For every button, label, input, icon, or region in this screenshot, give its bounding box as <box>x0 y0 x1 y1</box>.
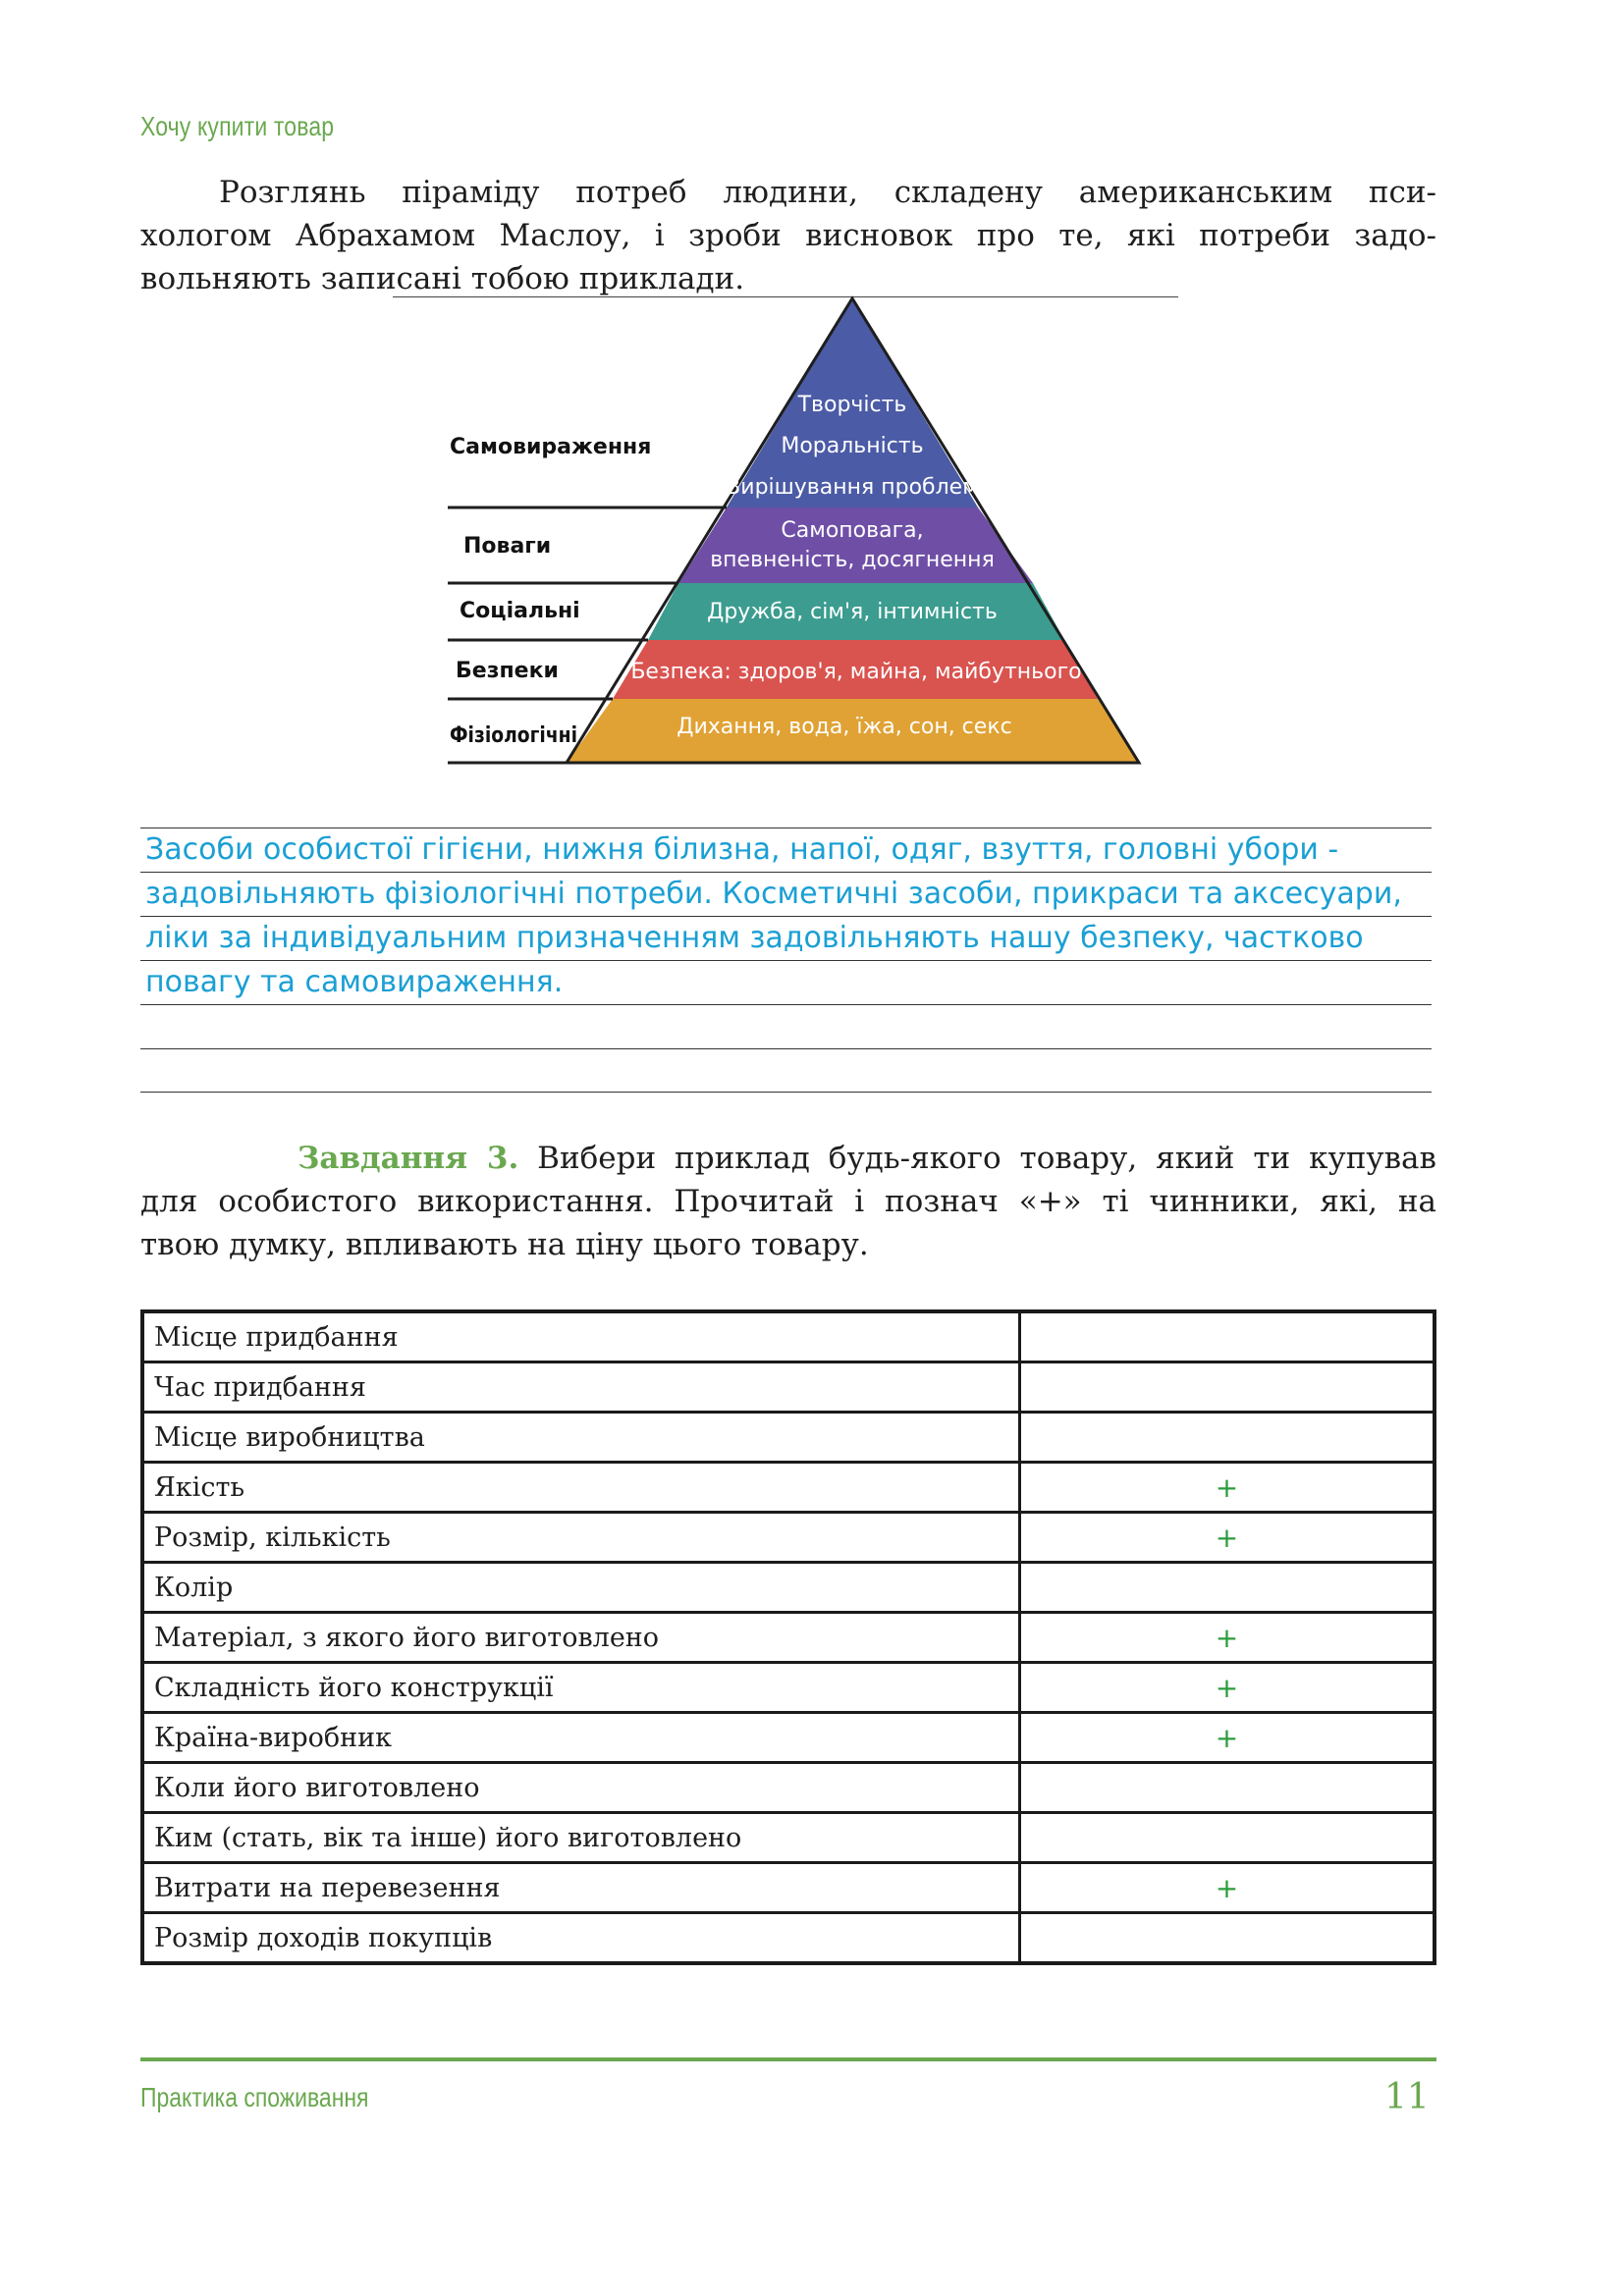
table-row <box>142 1863 1435 1913</box>
intro-line: вольняють записані тобою приклади. <box>140 261 745 296</box>
tier-text: Безпека: здоров'я, майна, майбутнього <box>630 660 1082 684</box>
level-label-esteem: Поваги <box>463 534 552 559</box>
mark-cell[interactable]: + <box>1020 1463 1435 1513</box>
writing-line <box>140 960 1432 961</box>
page-number: 11 <box>1384 2077 1430 2117</box>
running-header: Хочу купити товар <box>140 111 335 141</box>
answer-line: ліки за індивідуальним призначенням задовільняють нашу безпеку, частково <box>145 921 1364 955</box>
mark-cell[interactable] <box>1020 1913 1435 1964</box>
task-line <box>140 1137 1436 1180</box>
mark-cell[interactable] <box>1020 1413 1435 1463</box>
table-row <box>142 1362 1435 1413</box>
mark-cell[interactable]: + <box>1020 1863 1435 1913</box>
intro-paragraph <box>140 171 1436 300</box>
task-line-text: Вибери приклад будь-якого товару, який ти купував <box>518 1141 1436 1176</box>
level-label-safety: Безпеки <box>456 659 559 683</box>
tier-text: Творчість <box>797 393 907 417</box>
mark-cell[interactable] <box>1020 1763 1435 1813</box>
factor-cell: Розмір, кількість <box>142 1513 1020 1563</box>
footer-divider <box>140 2057 1436 2061</box>
mark-cell[interactable]: + <box>1020 1663 1435 1713</box>
writing-line <box>140 916 1432 917</box>
factor-cell: Розмір доходів покупців <box>142 1913 1020 1964</box>
mark-cell[interactable]: + <box>1020 1613 1435 1663</box>
table-row <box>142 1311 1435 1362</box>
intro-line: хологом Абрахамом Маслоу, і зроби висновок про те, які потреби задо- <box>140 218 1436 253</box>
table-row <box>142 1513 1435 1563</box>
task-label: Завдання 3. <box>298 1141 519 1176</box>
factor-cell: Коли його виготовлено <box>142 1763 1020 1813</box>
tier-text: Дружба, сім'я, інтимність <box>707 600 998 624</box>
table-row <box>142 1813 1435 1863</box>
table-row <box>142 1663 1435 1713</box>
factor-cell: Місце придбання <box>142 1311 1020 1362</box>
maslow-pyramid <box>432 294 1159 775</box>
mark-cell[interactable] <box>1020 1362 1435 1413</box>
table-row <box>142 1713 1435 1763</box>
factor-cell: Місце виробництва <box>142 1413 1020 1463</box>
mark-cell[interactable] <box>1020 1813 1435 1863</box>
factor-cell: Ким (стать, вік та інше) його виготовлено <box>142 1813 1020 1863</box>
table-row <box>142 1763 1435 1813</box>
factor-cell: Складність його конструкції <box>142 1663 1020 1713</box>
task-line: твою думку, впливають на ціну цього товару. <box>140 1227 869 1262</box>
factor-cell: Час придбання <box>142 1362 1020 1413</box>
writing-line <box>140 1092 1432 1093</box>
answer-line: Засоби особистої гігієни, нижня білизна, напої, одяг, взуття, головні убори - <box>145 832 1339 867</box>
tier-text: Самоповага, <box>781 518 924 543</box>
table-row <box>142 1613 1435 1663</box>
mark-cell[interactable]: + <box>1020 1713 1435 1763</box>
factor-cell: Країна-виробник <box>142 1713 1020 1763</box>
writing-line <box>140 872 1432 873</box>
factor-cell: Витрати на перевезення <box>142 1863 1020 1913</box>
factor-cell: Колір <box>142 1563 1020 1613</box>
table-row <box>142 1463 1435 1513</box>
table-row <box>142 1413 1435 1463</box>
table-row <box>142 1913 1435 1964</box>
mark-cell[interactable]: + <box>1020 1513 1435 1563</box>
task-line: для особистого використання. Прочитай і познач «+» ті чинники, які, на <box>140 1184 1436 1219</box>
mark-cell[interactable] <box>1020 1311 1435 1362</box>
tier-text: Дихання, вода, їжа, сон, секс <box>677 715 1012 739</box>
tier-text: Вирішування проблем <box>726 475 979 500</box>
tier-text: Моральність <box>781 434 924 458</box>
answer-line: повагу та самовираження. <box>145 965 564 999</box>
factors-table <box>140 1309 1436 1965</box>
level-label-self-actualization: Самовираження <box>450 435 652 459</box>
mark-cell[interactable] <box>1020 1563 1435 1613</box>
task-paragraph <box>140 1137 1436 1266</box>
writing-line <box>140 1048 1432 1049</box>
level-label-social: Соціальні <box>460 599 580 623</box>
answer-line: задовільняють фізіологічні потреби. Косметичні засоби, прикраси та аксесуари, <box>145 877 1402 911</box>
writing-line <box>140 1004 1432 1005</box>
level-label-physiological: Фізіологічні <box>450 723 577 748</box>
factor-cell: Матеріал, з якого його виготовлено <box>142 1613 1020 1663</box>
factor-cell: Якість <box>142 1463 1020 1513</box>
footer-title: Практика споживання <box>140 2082 369 2112</box>
tier-text: впевненість, досягнення <box>710 548 995 572</box>
table-row <box>142 1563 1435 1613</box>
intro-line: Розглянь піраміду потреб людини, складену американським пси- <box>219 175 1436 210</box>
